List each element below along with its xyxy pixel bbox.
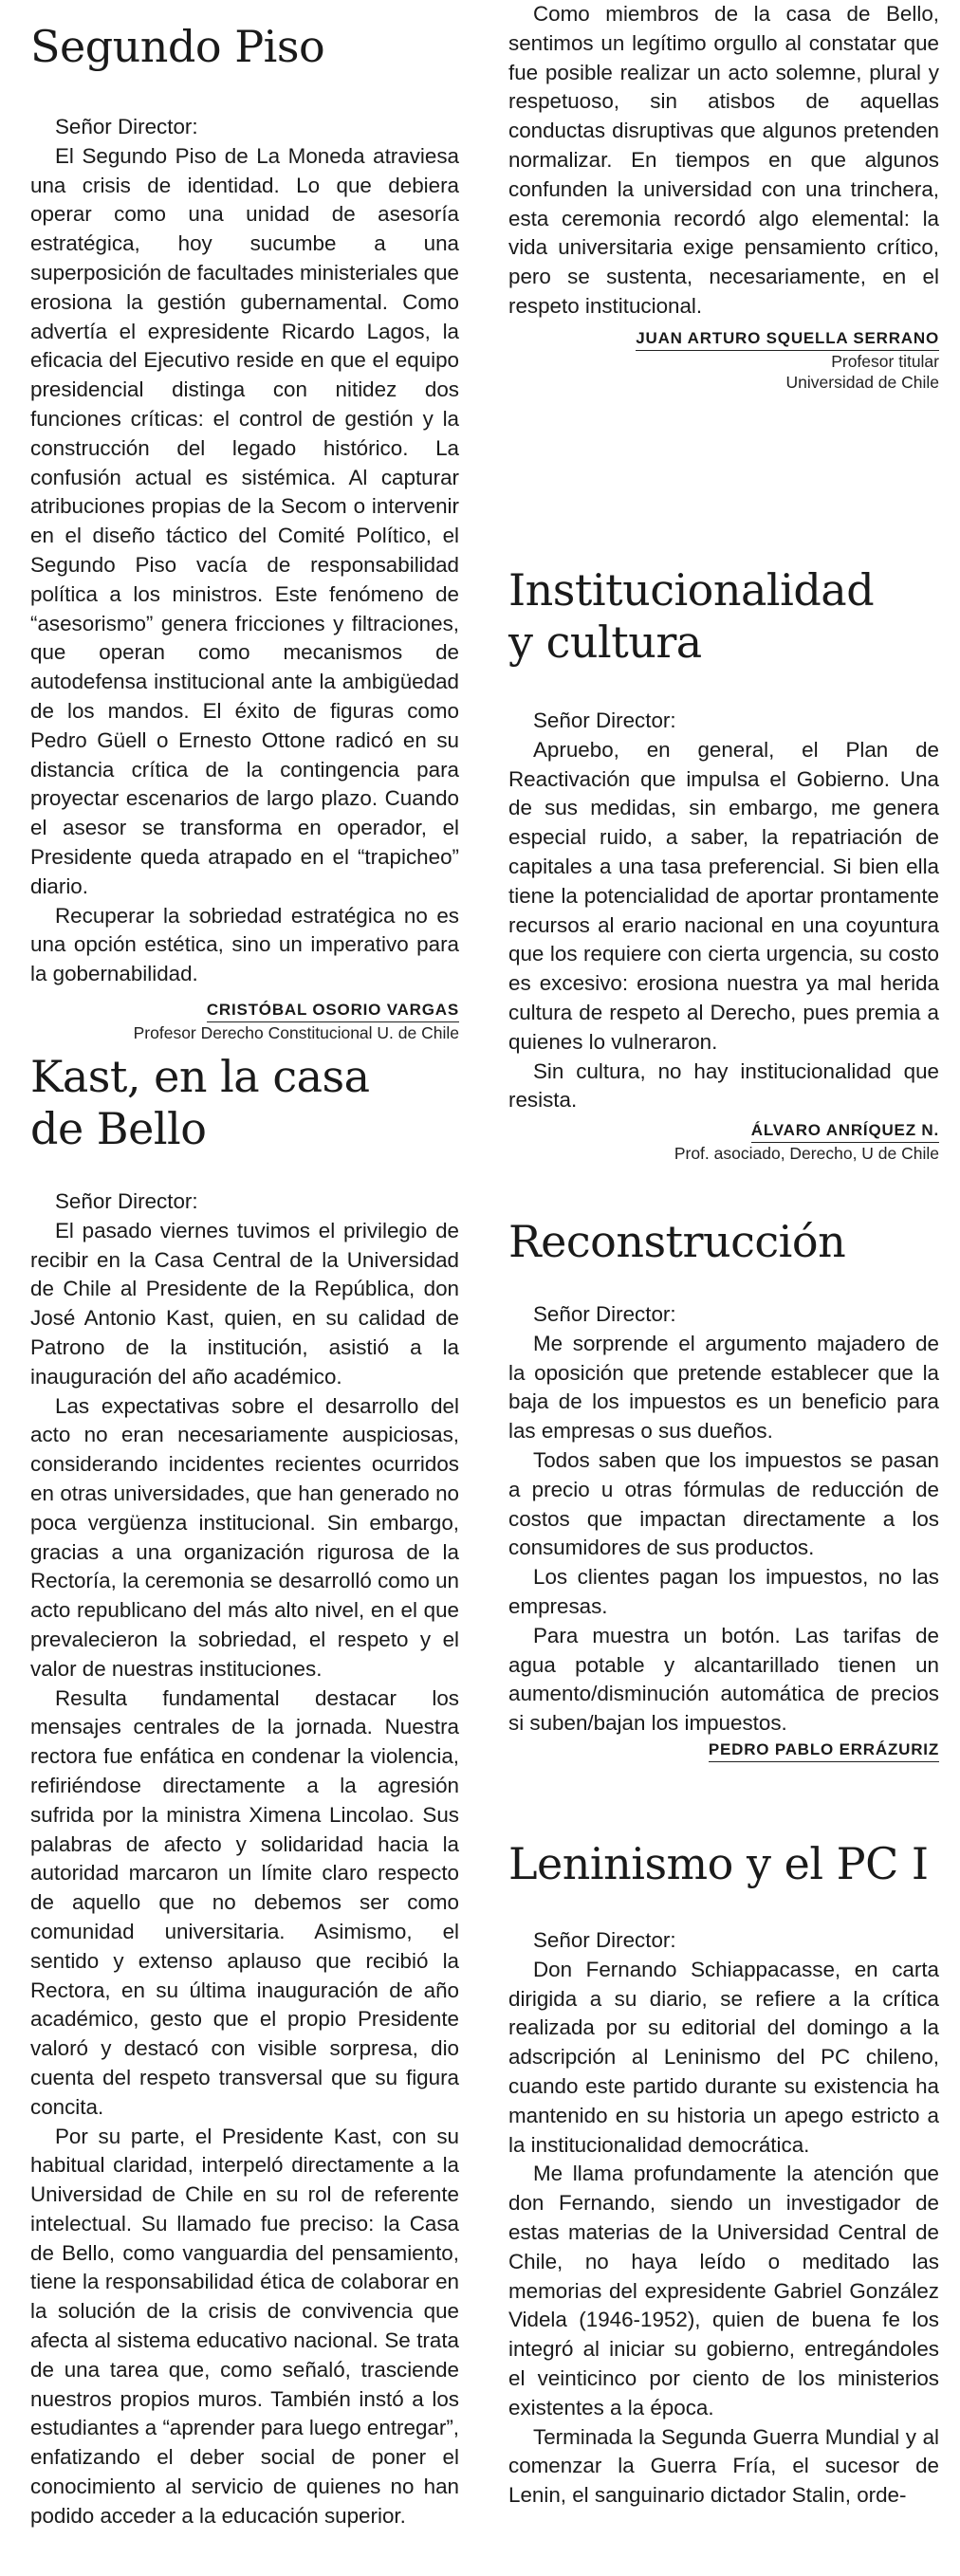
letter-paragraph: Recuperar la sobriedad estratégica no es una opción estética, sino un imperativo para la gobernabilidad.: [30, 903, 459, 986]
letter-reconstruccion: [508, 1216, 939, 1762]
letter-signature-block: [508, 1119, 939, 1164]
letter-title: Reconstrucción: [508, 1216, 846, 1267]
letter-paragraph: Las expectativas sobre el desarrollo del acto no eran necesariamente auspiciosas, considerando incidentes recientes ocurridos en otras universidades, que han generado no poca vergüenza institucional. Sin embargo, gracias a una organización rigurosa de la Rectoría, la ceremonia se desarrolló como un acto republicano del más alto nivel, en el que prevalecieron la sobriedad, el respeto y el valor de nuestras instituciones.: [30, 1393, 459, 1681]
letter-segundo-piso: [30, 21, 459, 1043]
letter-paragraph: El pasado viernes tuvimos el privilegio de recibir en la Casa Central de la Universidad de Chile al Presidente de la República, don José Antonio Kast, quien, en su calidad de Patrono de la institución, asistió a la inauguración del año académico.: [30, 1218, 459, 1389]
signature-name: ÁLVARO ANRÍQUEZ N.: [751, 1119, 939, 1143]
letter-title-line: de Bello: [30, 1103, 207, 1154]
signature-affiliation: Profesor Derecho Constitucional U. de Chile: [133, 1022, 459, 1042]
signature-affiliation: Prof. asociado, Derecho, U de Chile: [674, 1144, 939, 1164]
letter-paragraph: Terminada la Segunda Guerra Mundial y al comenzar la Guerra Fría, el sucesor de Lenin, el sanguinario dictador Stalin, orde-: [508, 2424, 939, 2508]
letter-title-line: Institucionalidad: [508, 564, 875, 616]
letter-paragraph: Me llama profundamente la atención que don Fernando, siendo un investigador de estas materias de la Universidad Central de Chile, no haya leído o meditado las memorias del expresidente Gabriel González Videla (1946-1952), quien de buena fe los integró al iniciar su gobierno, entregándoles el veinticinco por ciento de los ministerios existentes a la época.: [508, 2162, 939, 2420]
letter-paragraph: Para muestra un botón. Las tarifas de agua potable y alcantarillado tienen un aumento/disminución automática de precios si suben/bajan los impuestos.: [508, 1623, 939, 1736]
letter-signature-block: [508, 327, 939, 393]
letter-institucionalidad: [508, 564, 939, 1164]
letter-paragraph: Sin cultura, no hay institucionalidad que resista.: [508, 1058, 939, 1113]
letter-signature-block: [508, 1739, 939, 1762]
letter-paragraph: Don Fernando Schiappacasse, en carta dirigida a su diario, se refiere a la crítica realizada por su editorial del domingo a la adscripción al Leninismo del PC chileno, cuando este partido durante su existencia ha mantenido en su historia un apego estricto a la institucionalidad democrática.: [508, 1957, 939, 2157]
letter-paragraph: Apruebo, en general, el Plan de Reactivación que impulsa el Gobierno. Una de sus medidas, sin embargo, me genera especial ruido, a saber, la repatriación de capitales a una tasa preferencial. Si bien ella tiene la potencialidad de aportar prontamente recursos al erario nacional en una coyuntura que los requiere con cierta urgencia, su costo es excesivo: erosiona nuestra ya mal herida cultura de respeto al Derecho, pues premia a quienes lo vulneraron.: [508, 737, 939, 1054]
letter-salutation: Señor Director:: [533, 1928, 676, 1952]
signature-affiliation: Profesor titular: [831, 351, 939, 371]
letter-kast-continued: [508, 0, 939, 393]
letter-paragraph: El Segundo Piso de La Moneda atraviesa una crisis de identidad. Lo que debiera operar como una unidad de asesoría estratégica, hoy sucumbe a una superposición de facultades ministeriales que erosiona la gestión gubernamental. Como advertía el expresidente Ricardo Lagos, la eficacia del Ejecutivo reside en que el equipo presidencial distinga con nitidez dos funciones críticas: el control de gestión y la construcción del legado histórico. La confusión actual es sistémica. Al capturar atribuciones propias de la Secom o intervenir en el diseño táctico del Comité Político, el Segundo Piso vacía de responsabilidad política a los ministros. Este fenómeno de “asesorismo” genera fricciones y filtraciones, que operan como mecanismos de autodefensa institucional ante la ambigüedad de los mandos. El éxito de figuras como Pedro Güell o Ernesto Ottone radicó en su distancia crítica de la contingencia para proyectar escenarios de largo plazo. Cuando el asesor se transforma en operador, el Presidente queda atrapado en el “trapicheo” diario.: [30, 143, 459, 898]
letter-salutation: Señor Director:: [55, 1189, 198, 1213]
letter-paragraph: Los clientes pagan los impuestos, no las empresas.: [508, 1565, 939, 1618]
signature-name: PEDRO PABLO ERRÁZURIZ: [709, 1739, 939, 1762]
letter-signature-block: [30, 999, 459, 1043]
signature-name: JUAN ARTURO SQUELLA SERRANO: [636, 327, 939, 351]
letter-paragraph: Me sorprende el argumento majadero de la oposición que pretende establecer que la baja de los impuestos es un beneficio para las empresas o sus dueños.: [508, 1331, 939, 1444]
letter-title: Leninismo y el PC I: [508, 1838, 929, 1889]
letter-title: [508, 564, 939, 669]
letter-title: Segundo Piso: [30, 21, 325, 72]
letter-paragraph: Como miembros de la casa de Bello, sentimos un legítimo orgullo al constatar que fue posible realizar un acto solemne, plural y respetuoso, sin atisbos de aquellas conductas disruptivas que algunos pretenden normalizar. En tiempos en que algunos confunden la universidad con una trinchera, esta ceremonia recordó algo elemental: la vida universitaria exige pensamiento crítico, pero se sustenta, necesariamente, en el respeto institucional.: [508, 2, 939, 318]
letter-salutation: Señor Director:: [533, 708, 676, 732]
letter-title: [30, 1051, 459, 1155]
signature-affiliation: Universidad de Chile: [785, 372, 939, 392]
letter-paragraph: Por su parte, el Presidente Kast, con su habitual claridad, interpeló directamente a la Universidad de Chile en su rol de referente intelectual. Su llamado fue preciso: la Casa de Bello, como vanguardia del pensamiento, tiene la responsabilidad ética de colaborar en la solución de la crisis de convivencia que afecta al sistema educativo nacional. Se trata de una tarea que, como señaló, trasciende nuestros propios muros. También instó a los estudiantes a “aprender para luego entregar”, enfatizando el deber social de poner el conocimiento al servicio de quienes no han podido acceder a la educación superior.: [30, 2124, 459, 2528]
letter-title-line: Kast, en la casa: [30, 1051, 370, 1102]
letter-paragraph: Todos saben que los impuestos se pasan a precio u otras fórmulas de reducción de costos que impactan directamente a los consumidores de sus productos.: [508, 1447, 939, 1560]
letter-salutation: Señor Director:: [55, 115, 198, 138]
letter-leninismo: [508, 1838, 939, 2511]
letter-salutation: Señor Director:: [533, 1302, 676, 1326]
letter-paragraph: Resulta fundamental destacar los mensajes centrales de la jornada. Nuestra rectora fue enfática en condenar la violencia, refiriéndose directamente a la agresión sufrida por la ministra Ximena Lincolao. Sus palabras de afecto y solidaridad hacia la autoridad marcaron un límite claro respecto de aquello que no debemos ser como comunidad universitaria. Asimismo, el sentido y extenso aplauso que recibió la Rectora, en su última inauguración de año académico, gesto que el propio Presidente valoró y destacó con visible sorpresa, dio cuenta del respeto transversal que su figura concita.: [30, 1685, 459, 2119]
signature-name: CRISTÓBAL OSORIO VARGAS: [207, 999, 459, 1022]
letter-kast: [30, 1051, 459, 2531]
letter-title-line: y cultura: [508, 616, 702, 668]
